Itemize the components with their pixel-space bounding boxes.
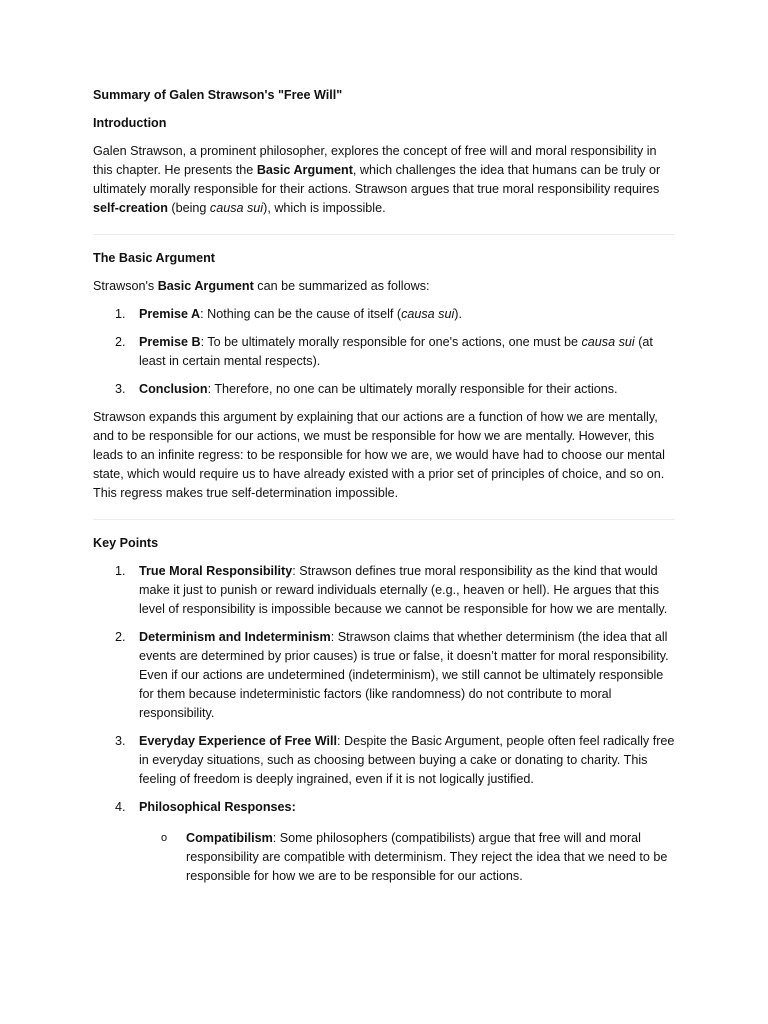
list-item-italic: causa sui [581,335,635,349]
list-number: 1. [115,564,126,578]
list-item-text: : To be ultimately morally responsible for one's actions, one must be [200,335,582,349]
intro-text-2: , which challenges the idea that humans can be truly or ultimately morally responsible for their actions. Strawson argues that true moral responsibility requires [93,163,661,196]
intro-paragraph [93,142,675,218]
intro-text-1: Galen Strawson, a prominent philosopher, explores the concept of free will and moral responsibility in this chapter. He presents the [93,144,657,177]
list-item-label: Premise A [139,307,201,321]
list-number: 3. [115,734,126,748]
list-number: 3. [115,382,126,396]
basic-argument-lead [93,277,675,296]
sub-item-text: : Some philosophers (compatibilists) argue that free will and moral responsibility are compatible with determinism. They reject the idea that we need to be responsible for how we are to be responsible for our actions. [186,831,668,883]
list-item-text: : Therefore, no one can be ultimately morally responsible for their actions. [207,382,618,396]
list-item-text-end: ). [454,307,462,321]
key-point-text: : Strawson defines true moral responsibility as the kind that would make it just to punish or reward individuals eternally (e.g., heaven or hell). He argues that this level of responsibility is impossible because we cannot be responsible for how we are mentally. [139,564,668,616]
intro-bold-basic-argument: Basic Argument [256,163,353,177]
list-item-label: Conclusion [139,382,208,396]
list-number: 2. [115,335,126,349]
intro-text-3: (being [167,201,210,215]
key-point-label: Everyday Experience of Free Will [139,734,337,748]
list-number: 4. [115,800,126,814]
key-point-item [93,628,675,723]
key-point-item [93,732,675,789]
circle-bullet-icon: o [161,832,168,844]
intro-italic-causa-sui: causa sui [209,201,264,215]
basic-lead-pre: Strawson's [93,279,158,293]
key-point-label: Determinism and Indeterminism [139,630,331,644]
conclusion-item [93,380,675,399]
basic-argument-heading: The Basic Argument [93,251,215,265]
list-item-italic: causa sui [401,307,455,321]
philosophical-responses-list [139,829,675,886]
intro-bold-self-creation: self-creation [93,201,168,215]
key-point-label: True Moral Responsibility [139,564,293,578]
intro-heading: Introduction [93,116,167,130]
list-item-text: : Nothing can be the cause of itself ( [200,307,402,321]
key-points-heading: Key Points [93,536,159,550]
key-point-text: : Despite the Basic Argument, people often feel radically free in everyday situations, such as choosing between buying a cake or donating to charity. This feeling of freedom is deeply ingrained, even if it is not logically justified. [139,734,675,786]
section-divider [93,519,675,520]
list-item-label: Premise B [139,335,201,349]
sub-item-label: Compatibilism [186,831,273,845]
basic-lead-bold: Basic Argument [157,279,254,293]
basic-lead-post: can be summarized as follows: [253,279,430,293]
sub-list-item [139,829,675,886]
premise-b-item [93,333,675,371]
basic-argument-expansion: Strawson expands this argument by explaining that our actions are a function of how we are mentally, and to be responsible for our actions, we must be responsible for how we are mentally. However, this leads to an infinite regress: to be responsible for how we are, we would have had to choose our mental state, which would require us to have already existed with a prior set of principles of choice, and so on. This regress makes true self-determination impossible. [93,410,665,500]
basic-argument-list [93,305,675,399]
list-number: 2. [115,630,126,644]
document-title: Summary of Galen Strawson's "Free Will" [93,88,343,102]
list-number: 1. [115,307,126,321]
key-points-list [93,562,675,886]
key-point-item [93,798,675,886]
key-point-label: Philosophical Responses: [139,800,296,814]
section-divider [93,234,675,235]
list-item-text-end: (at least in certain mental respects). [139,335,653,368]
key-point-text: : Strawson claims that whether determinism (the idea that all events are determined by prior causes) is true or false, it doesn’t matter for moral responsibility. Even if our actions are undetermined (indeterminism), we still cannot be ultimately responsible for them because indeterministic factors (like randomness) do not contribute to moral responsibility. [139,630,669,720]
premise-a-item [93,305,675,324]
document-content [93,86,675,895]
key-point-item [93,562,675,619]
intro-text-4: ), which is impossible. [263,201,386,215]
